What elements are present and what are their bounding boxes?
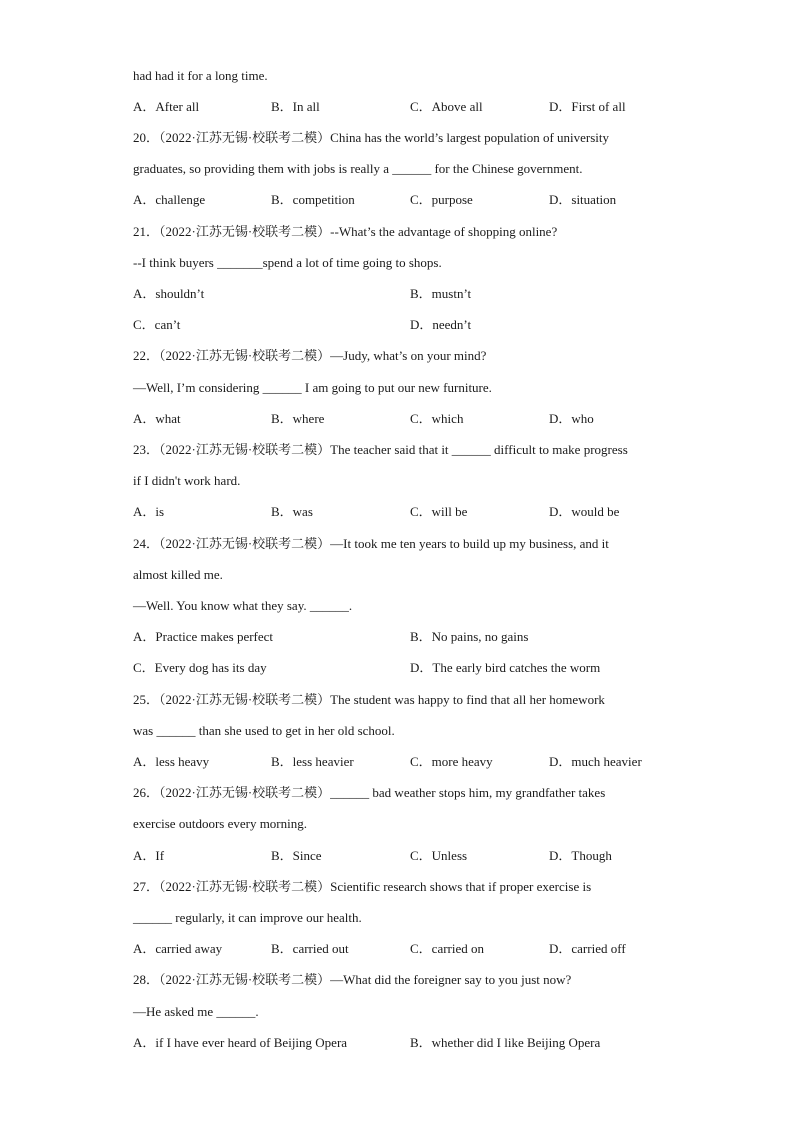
q20-stem-line-2: graduates, so providing them with jobs is really a ______ for the Chinese government. — [133, 161, 583, 176]
q25-stem-line-1: 25．（2022·江苏无锡·校联考二模）The student was happy to find that all her homework — [133, 692, 605, 707]
q21-option-a: A．shouldn’t — [133, 286, 205, 301]
q22-option-d: D．who — [549, 411, 594, 426]
q25-stem-line-2: was ______ than she used to get in her old school. — [133, 723, 395, 738]
q25-option-c: C．more heavy — [410, 754, 493, 769]
q23-option-d: D．would be — [549, 504, 620, 519]
q26-option-c: C．Unless — [410, 848, 468, 863]
q20-stem-line-1: 20．（2022·江苏无锡·校联考二模）China has the world’s largest population of university — [133, 130, 610, 145]
q24-stem-line-1: 24．（2022·江苏无锡·校联考二模）—It took me ten years to build up my business, and it — [133, 536, 609, 551]
q19-stem-tail: had had it for a long time. — [133, 68, 268, 83]
q21-option-c: C．can’t — [133, 317, 181, 332]
q24-option-a: A．Practice makes perfect — [133, 629, 274, 644]
q19-option-b: B．In all — [271, 99, 320, 114]
q22-stem-line-1: 22．（2022·江苏无锡·校联考二模）—Judy, what’s on your mind? — [133, 348, 487, 363]
q27-stem-line-2: ______ regularly, it can improve our health. — [133, 910, 362, 925]
q21-stem-line-2: --I think buyers _______spend a lot of time going to shops. — [133, 255, 442, 270]
q27-stem-line-1: 27．（2022·江苏无锡·校联考二模）Scientific research shows that if proper exercise is — [133, 879, 592, 894]
q19-option-c: C．Above all — [410, 99, 483, 114]
q27-option-a: A．carried away — [133, 941, 223, 956]
q24-option-c: C．Every dog has its day — [133, 660, 267, 675]
q26-option-d: D．Though — [549, 848, 612, 863]
q24-stem-line-3: —Well. You know what they say. ______. — [133, 598, 353, 613]
q19-option-d: D．First of all — [549, 99, 626, 114]
q26-option-a: A．If — [133, 848, 165, 863]
q21-option-b: B．mustn’t — [410, 286, 472, 301]
q19-option-a: A．After all — [133, 99, 200, 114]
q23-option-a: A．is — [133, 504, 165, 519]
q24-option-b: B．No pains, no gains — [410, 629, 529, 644]
q25-option-d: D．much heavier — [549, 754, 642, 769]
q22-option-a: A．what — [133, 411, 181, 426]
q20-option-d: D．situation — [549, 192, 617, 207]
q28-option-b: B．whether did I like Beijing Opera — [410, 1035, 601, 1050]
q23-option-b: B．was — [271, 504, 313, 519]
q22-stem-line-2: —Well, I’m considering ______ I am going to put our new furniture. — [133, 380, 492, 395]
q20-option-b: B．competition — [271, 192, 355, 207]
q22-option-b: B．where — [271, 411, 325, 426]
q22-option-c: C．which — [410, 411, 464, 426]
q23-stem-line-2: if I didn't work hard. — [133, 473, 241, 488]
q28-stem-line-1: 28．（2022·江苏无锡·校联考二模）—What did the foreigner say to you just now? — [133, 972, 572, 987]
q28-stem-line-2: —He asked me ______. — [133, 1004, 259, 1019]
q26-stem-line-2: exercise outdoors every morning. — [133, 816, 308, 831]
q20-option-c: C．purpose — [410, 192, 473, 207]
q23-stem-line-1: 23．（2022·江苏无锡·校联考二模）The teacher said that it ______ difficult to make progress — [133, 442, 628, 457]
q26-option-b: B．Since — [271, 848, 322, 863]
q27-option-c: C．carried on — [410, 941, 485, 956]
q27-option-d: D．carried off — [549, 941, 626, 956]
q25-option-a: A．less heavy — [133, 754, 210, 769]
q24-option-d: D．The early bird catches the worm — [410, 660, 601, 675]
q27-option-b: B．carried out — [271, 941, 349, 956]
q21-option-d: D．needn’t — [410, 317, 472, 332]
q25-option-b: B．less heavier — [271, 754, 354, 769]
q24-stem-line-2: almost killed me. — [133, 567, 223, 582]
q21-stem-line-1: 21．（2022·江苏无锡·校联考二模）--What’s the advantage of shopping online? — [133, 224, 558, 239]
q28-option-a: A．if I have ever heard of Beijing Opera — [133, 1035, 348, 1050]
q23-option-c: C．will be — [410, 504, 468, 519]
q20-option-a: A．challenge — [133, 192, 206, 207]
q26-stem-line-1: 26．（2022·江苏无锡·校联考二模）______ bad weather stops him, my grandfather takes — [133, 785, 606, 800]
